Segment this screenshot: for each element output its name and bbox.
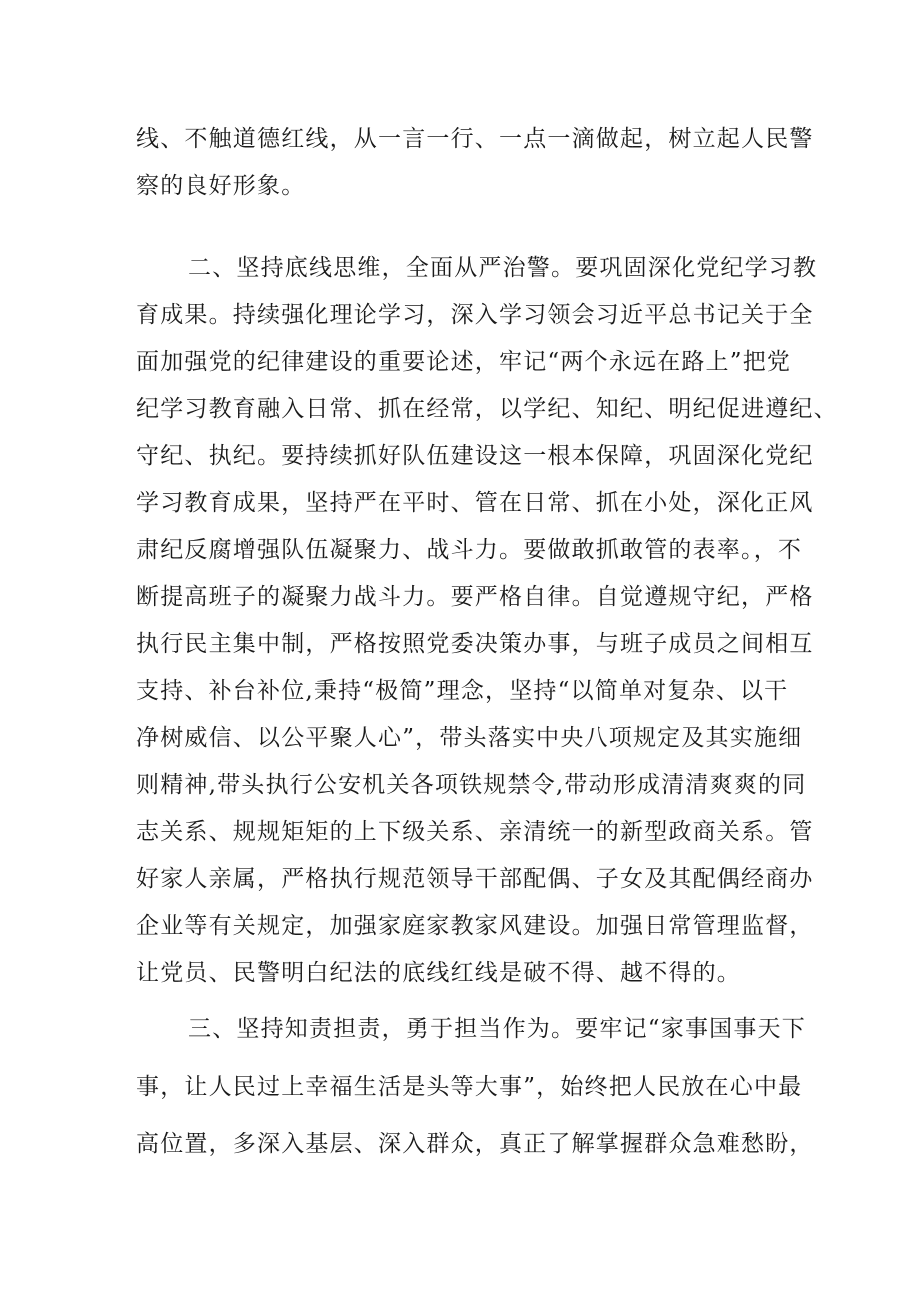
text-line: 高位置，多深入基层、深入群众，真正了解掌握群众急难愁盼， <box>136 1131 814 1157</box>
text-line: 守纪、执纪。要持续抓好队伍建设这一根本保障，巩固深化党纪 <box>136 443 814 469</box>
text-line: 育成果。持续强化理论学习，深入学习领会习近平总书记关于全 <box>136 302 814 328</box>
text-line: 企业等有关规定，加强家庭家教家风建设。加强日常管理监督， <box>136 913 814 939</box>
text-line: 好家人亲属，严格执行规范领导干部配偶、子女及其配偶经商办 <box>136 866 814 892</box>
text-line: 学习教育成果，坚持严在平时、管在日常、抓在小处，深化正风 <box>136 490 814 516</box>
text-line: 事，让人民过上幸福生活是头等大事”，始终把人民放在心中最 <box>136 1074 803 1100</box>
text-line: 净树威信、以公平聚人心”，带头落实中央八项规定及其实施细 <box>136 725 803 751</box>
text-line: 断提高班子的凝聚力战斗力。要严格自律。自觉遵规守纪，严格 <box>136 584 814 610</box>
text-line: 则精神,带头执行公安机关各项铁规禁令,带动形成清清爽爽的同 <box>136 772 807 798</box>
text-line: 线、不触道德红线，从一言一行、一点一滴做起，树立起人民警 <box>136 126 814 152</box>
text-line: 面加强党的纪律建设的重要论述，牢记“两个永远在路上”把党 <box>136 349 792 375</box>
text-line: 让党员、民警明白纪法的底线红线是破不得、越不得的。 <box>136 960 741 986</box>
text-line: 执行民主集中制，严格按照党委决策办事，与班子成员之间相互 <box>136 631 814 657</box>
text-line: 察的良好形象。 <box>136 173 306 199</box>
text-line: 支持、补台补位,秉持“极简”理念，坚持“以简单对复杂、以干 <box>136 678 789 704</box>
text-line: 志关系、规规矩矩的上下级关系、亲清统一的新型政商关系。管 <box>136 819 814 845</box>
paragraph-heading-line: 二、坚持底线思维，全面从严治警。要巩固深化党纪学习教 <box>188 255 818 281</box>
text-line: 纪学习教育融入日常、抓在经常，以学纪、知纪、明纪促进遵纪、 <box>136 396 838 422</box>
text-line: 肃纪反腐增强队伍凝聚力、战斗力。要做敢抓敢管的表率。，不 <box>136 537 803 563</box>
paragraph-heading-line: 三、坚持知责担责，勇于担当作为。要牢记“家事国事天下 <box>188 1016 806 1042</box>
